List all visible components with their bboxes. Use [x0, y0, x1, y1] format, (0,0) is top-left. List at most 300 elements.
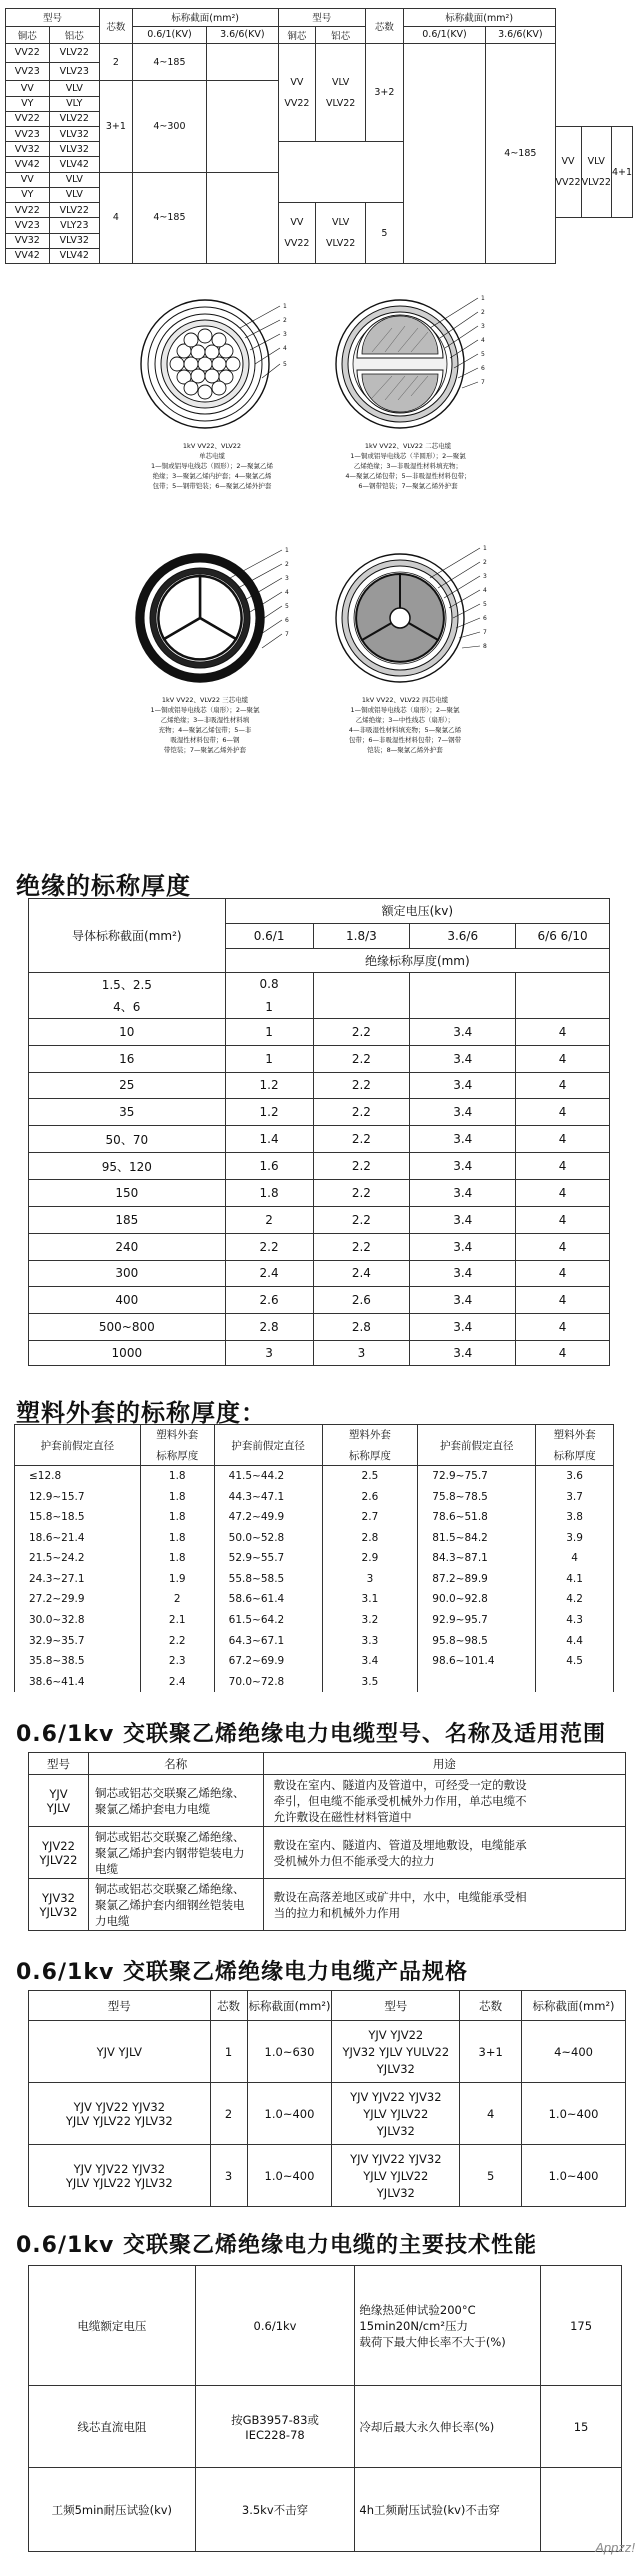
cell-cores: 3 [210, 2145, 247, 2207]
cell-thickness: 1.2 [225, 1099, 313, 1126]
cell-value: 175 [541, 2266, 622, 2386]
table-row [29, 2386, 622, 2468]
cell-diameter: ≤12.8 [15, 1466, 141, 1487]
label-d3-7: 7 [285, 631, 289, 638]
d1-caption: 绝缘；3—聚氯乙烯内护套；4—聚氯乙烯 [152, 472, 272, 480]
cell-model: YJV YJLV [29, 1775, 89, 1827]
cell-diameter: 52.9~55.7 [214, 1548, 322, 1569]
header-voltage-2-right: 3.6/6(KV) [486, 26, 555, 44]
cell-thickness: 4 [516, 1045, 610, 1072]
cell-thickness: 3.3 [322, 1630, 418, 1651]
table-row [15, 1630, 614, 1651]
label-d1-4: 4 [283, 345, 287, 352]
header-cores: 芯数 [210, 1991, 247, 2021]
header-rated-voltage: 额定电压(kv) [225, 899, 609, 924]
cell-cores: 3+1 [460, 2021, 522, 2083]
diagram-two-core [336, 295, 485, 490]
cell-thickness: 1.9 [140, 1569, 214, 1590]
cell-thickness: 3.6 [536, 1466, 614, 1487]
cell-model: YJV YJV22 YJV32 YJLV YJLV22 YJLV32 [29, 2083, 211, 2145]
cable-cross-sections [0, 278, 643, 848]
header-voltage-2: 3.6/6(KV) [207, 26, 278, 44]
cell-thickness [410, 996, 516, 1019]
label-d4-1: 1 [483, 545, 487, 552]
cell-thickness: 4 [516, 1260, 610, 1287]
d1-caption: 1—铜或铝导电线芯（圆形）；2—聚氯乙烯 [150, 462, 274, 470]
cell-cores: 3+1 [100, 81, 133, 172]
cell-area: 4~300 [132, 81, 206, 172]
cell-area: 4~185 [132, 172, 206, 263]
d2-caption: 乙烯绝缘；3—非吸湿性材料填充物； [353, 462, 463, 470]
cell-thickness: 2 [140, 1589, 214, 1610]
cell: VV42 [6, 248, 50, 263]
tech-heading: 0.6/1kv 交联聚乙烯绝缘电力电缆的主要技术性能 [16, 2233, 537, 2258]
header-cores: 芯数 [460, 1991, 522, 2021]
cell: VV23 [6, 127, 50, 142]
cell-value: 3.5kv不击穿 [195, 2468, 355, 2552]
header-cores-right: 芯数 [366, 9, 404, 44]
cell-area: 4~185 [486, 44, 555, 264]
tech-table [28, 2265, 622, 2552]
cell-thickness: 2.6 [225, 1287, 313, 1314]
cell: VLV22 [49, 44, 100, 63]
table-row [15, 1466, 614, 1487]
label-d2-4: 4 [481, 337, 485, 344]
cell-label: 绝缘热延伸试验200°C 15min20N/cm²压力 载荷下最大伸长率不大于(%) [355, 2266, 541, 2386]
header-model: 型号 [29, 1991, 211, 2021]
table-row [29, 1126, 610, 1153]
cell-diameter: 81.5~84.2 [418, 1527, 536, 1548]
d4-caption: 4—非吸湿性材料填充物；5—聚氯乙烯 [348, 726, 462, 734]
cell-thickness: 3.7 [536, 1486, 614, 1507]
cell-model: YJV YJV22 YJV32 YJLV YJLV22 YJLV32 [332, 2083, 460, 2145]
cell-cores: 3+2 [366, 44, 404, 142]
cell-label: 工频5min耐压试验(kv) [29, 2468, 196, 2552]
usage-heading: 0.6/1kv 交联聚乙烯绝缘电力电缆型号、名称及适用范围 [16, 1722, 606, 1747]
d2-title: 1kV VV22、VLV22 二芯电缆 [364, 442, 452, 450]
cell-area: 4~185 [132, 44, 206, 81]
cell-diameter: 50.0~52.8 [214, 1527, 322, 1548]
cell-value: 0.6/1kv [195, 2266, 355, 2386]
cell-thickness: 1.2 [225, 1072, 313, 1099]
cell-conductor: 4、6 [29, 996, 226, 1019]
label-d4-3: 3 [483, 573, 487, 580]
cell: VV [6, 81, 50, 96]
cell-thickness: 3.1 [322, 1589, 418, 1610]
table-row [15, 1589, 614, 1610]
cell-conductor: 1000 [29, 1341, 226, 1366]
table-row [29, 2266, 622, 2386]
cable-model-table-section [0, 0, 643, 270]
cell-use: 敷设在高落差地区或矿井中，水中，电缆能承受相 当的拉力和机械外力作用 [263, 1879, 625, 1931]
cell-cores: 4+1 [611, 127, 632, 218]
cell-name: 铜芯或铝芯交联聚乙烯绝缘、 聚氯乙烯护套内钢带铠装电力 电缆 [88, 1827, 263, 1879]
cell-model: YJV YJV22 YJV32 YJLV YULV22 YJLV32 [332, 2021, 460, 2083]
sheath-heading: 塑料外套的标称厚度： [16, 1399, 266, 1427]
cell-thickness: 2.2 [140, 1630, 214, 1651]
cell-conductor: 400 [29, 1287, 226, 1314]
label-d3-4: 4 [285, 589, 289, 596]
cell-thickness: 2.3 [140, 1651, 214, 1672]
cell-diameter: 70.0~72.8 [214, 1671, 322, 1692]
cell-conductor: 185 [29, 1206, 226, 1233]
sheath-rows [15, 1466, 614, 1692]
cell-diameter: 30.0~32.8 [15, 1610, 141, 1631]
cell-value: 按GB3957-83或 IEC228-78 [195, 2386, 355, 2468]
label-d4-6: 6 [483, 615, 487, 622]
cell-cores: 4 [100, 172, 133, 263]
cell-thickness: 3.4 [410, 1233, 516, 1260]
cell: VLV [49, 81, 100, 96]
cell-thickness: 3.9 [536, 1527, 614, 1548]
header-model-right: 型号 [278, 9, 366, 27]
cell-thickness: 4.5 [536, 1651, 614, 1672]
cell-thickness: 4 [516, 1341, 610, 1366]
d4-caption: 1—铜或铝导电线芯（扇形）；2—聚氯 [350, 706, 460, 714]
cell-diameter [418, 1671, 536, 1692]
cell: VLV42 [49, 157, 100, 172]
cell-diameter: 27.2~29.9 [15, 1589, 141, 1610]
label-d3-3: 3 [285, 575, 289, 582]
cell-thickness: 2 [225, 1206, 313, 1233]
cell-cores: 5 [460, 2145, 522, 2207]
cell-thickness: 2.2 [313, 1126, 410, 1153]
cell-thickness: 4 [536, 1548, 614, 1569]
watermark-logo: Appzz! [595, 2540, 635, 2555]
d3-caption: 吸湿性材料包带；6—钢 [170, 736, 240, 744]
header-area: 标称截面(mm²) [132, 9, 278, 27]
diagram-single-core [141, 300, 287, 490]
table-row [29, 1179, 610, 1206]
cell-diameter: 15.8~18.5 [15, 1507, 141, 1528]
label-d4-5: 5 [483, 601, 487, 608]
d4-title: 1kV VV22、VLV22 四芯电缆 [361, 696, 449, 704]
cell-cores: 2 [210, 2083, 247, 2145]
cell-thickness: 3.4 [410, 1126, 516, 1153]
cell-thickness: 2.1 [140, 1610, 214, 1631]
diagram-four-core [336, 545, 487, 754]
cell-diameter: 38.6~41.4 [15, 1671, 141, 1692]
cell-conductor: 500~800 [29, 1314, 226, 1341]
cell: VV32 [6, 142, 50, 157]
label-d1-1: 1 [283, 303, 287, 310]
label-d1-2: 2 [283, 317, 287, 324]
d2-caption: 6—钢带铠装；7—聚氯乙烯外护套 [358, 482, 458, 490]
cell-thickness: 2.8 [322, 1527, 418, 1548]
d1-subtitle: 单芯电缆 [199, 452, 225, 460]
d3-caption: 1—铜或铝导电线芯（扇形）；2—聚氯 [150, 706, 260, 714]
cell: VLV22 [49, 111, 100, 126]
header-voltage-1-right: 0.6/1(KV) [403, 26, 485, 44]
label-d4-2: 2 [483, 559, 487, 566]
table-row [29, 1018, 610, 1045]
header-dia: 护套前假定直径 [15, 1425, 141, 1466]
cell-model: YJV32 YJLV32 [29, 1879, 89, 1931]
table-row [29, 996, 610, 1019]
header-aluminum-right: 铝芯 [316, 26, 366, 44]
cell: VV VV22 [278, 44, 316, 142]
cell-value [541, 2468, 622, 2552]
cell: VV22 [6, 44, 50, 63]
cell: VLV [49, 172, 100, 187]
label-d2-7: 7 [481, 379, 485, 386]
d4-caption: 乙烯绝缘；3—中性线芯（扇形）； [355, 716, 455, 724]
cell-conductor: 300 [29, 1260, 226, 1287]
d3-caption: 带铠装；7—聚氯乙烯外护套 [163, 746, 247, 754]
cell: VV22 [6, 203, 50, 218]
label-d3-5: 5 [285, 603, 289, 610]
cell-area: 1.0~400 [522, 2083, 626, 2145]
table-row [29, 973, 610, 996]
cell-thickness: 2.2 [313, 1045, 410, 1072]
label-d3-2: 2 [285, 561, 289, 568]
cell-thickness: 1.8 [140, 1527, 214, 1548]
cell-thickness: 4.2 [536, 1589, 614, 1610]
label-d3-6: 6 [285, 617, 289, 624]
cell-thickness: 1.6 [225, 1153, 313, 1180]
cell-thickness: 2.8 [313, 1314, 410, 1341]
cell-diameter: 18.6~21.4 [15, 1527, 141, 1548]
d2-caption: 4—聚氯乙烯包带；5—非吸湿性材料包带； [345, 472, 471, 480]
cell-conductor: 1.5、2.5 [29, 973, 226, 996]
label-d4-8: 8 [483, 643, 487, 650]
d4-caption: 铠装；8—聚氯乙烯外护套 [367, 746, 443, 754]
cell-thickness [516, 973, 610, 996]
cell-diameter: 21.5~24.2 [15, 1548, 141, 1569]
cell-diameter: 75.8~78.5 [418, 1486, 536, 1507]
label-d2-3: 3 [481, 323, 485, 330]
cell-diameter: 24.3~27.1 [15, 1569, 141, 1590]
table-row [29, 1287, 610, 1314]
table-row [15, 1610, 614, 1631]
cell-thickness: 2.2 [313, 1018, 410, 1045]
cell-thickness: 3.2 [322, 1610, 418, 1631]
cell-label: 电缆额定电压 [29, 2266, 196, 2386]
cell: VV42 [6, 157, 50, 172]
cell-thickness: 2.2 [313, 1072, 410, 1099]
cell-area: 1.0~400 [522, 2145, 626, 2207]
cell-conductor: 16 [29, 1045, 226, 1072]
cell-thickness: 4 [516, 1099, 610, 1126]
table-row [29, 1341, 610, 1366]
cable-diagrams [0, 278, 643, 848]
table-row [15, 1486, 614, 1507]
cell-thickness: 3.4 [410, 1018, 516, 1045]
cell-thickness: 4 [516, 1126, 610, 1153]
insulation-table [28, 898, 610, 1366]
header-aluminum: 铝芯 [49, 26, 100, 44]
header-model: 型号 [332, 1991, 460, 2021]
cell-thickness: 2.2 [313, 1206, 410, 1233]
tech-rows [29, 2266, 622, 2552]
cell: VV23 [6, 218, 50, 233]
cell-diameter: 35.8~38.5 [15, 1651, 141, 1672]
d4-caption: 包带；6—非吸湿性材料包带；7—钢带 [348, 736, 462, 744]
d3-title: 1kV VV22、VLV22 三芯电缆 [161, 696, 249, 704]
cell-area: 4~400 [522, 2021, 626, 2083]
cell: VY [6, 187, 50, 202]
cell: VLY23 [49, 218, 100, 233]
cell-value: 15 [541, 2386, 622, 2468]
d2-caption: 1—铜或铝导电线芯（半圆形）；2—聚氯 [350, 452, 466, 460]
header-dia: 护套前假定直径 [214, 1425, 322, 1466]
cell-thickness: 1 [225, 1018, 313, 1045]
table-row [29, 1879, 626, 1931]
cell-model: YJV YJV22 YJV32 YJLV YJLV22 YJLV32 [29, 2145, 211, 2207]
table-row [29, 2468, 622, 2552]
cell-thickness [516, 996, 610, 1019]
cell-diameter: 58.6~61.4 [214, 1589, 322, 1610]
table-row [15, 1569, 614, 1590]
cell-thickness: 2.6 [313, 1287, 410, 1314]
label-d2-2: 2 [481, 309, 485, 316]
cell-thickness: 1 [225, 996, 313, 1019]
cell: VLV VLV22 [316, 44, 366, 142]
cell-thickness: 3.8 [536, 1507, 614, 1528]
label-d3-1: 1 [285, 547, 289, 554]
cell-thickness: 3.4 [410, 1179, 516, 1206]
cell-area: 1.0~630 [247, 2021, 332, 2083]
insulation-heading: 绝缘的标称厚度 [16, 872, 191, 900]
cell-thickness [410, 973, 516, 996]
header-thick: 塑料外套 标称厚度 [140, 1425, 214, 1466]
cell-name: 铜芯或铝芯交联聚乙烯绝缘、 聚氯乙烯护套内细钢丝铠装电 力电缆 [88, 1879, 263, 1931]
cell-cores: 4 [460, 2083, 522, 2145]
cell: VLV VLV22 [316, 203, 366, 264]
cell: VLV22 [49, 203, 100, 218]
sheath-table [14, 1424, 614, 1692]
cell-thickness: 4 [516, 1287, 610, 1314]
header-use: 用途 [263, 1753, 625, 1775]
table-row [15, 1507, 614, 1528]
cell-cores: 2 [100, 44, 133, 81]
cell-thickness [313, 996, 410, 1019]
cell: VLV [49, 187, 100, 202]
cell-conductor: 35 [29, 1099, 226, 1126]
table-row [29, 2145, 626, 2207]
cell: VV [6, 172, 50, 187]
cell-thickness: 3.4 [410, 1260, 516, 1287]
table-row [29, 1827, 626, 1879]
cell-thickness: 4.4 [536, 1630, 614, 1651]
table-row [15, 1527, 614, 1548]
insulation-rows [29, 973, 610, 1366]
cell-thickness [536, 1671, 614, 1692]
cell-thickness: 2.2 [313, 1233, 410, 1260]
header-model: 型号 [6, 9, 100, 27]
cell-thickness: 2.8 [225, 1314, 313, 1341]
header-area: 标称截面(mm²) [522, 1991, 626, 2021]
header-voltage: 6/6 6/10 [516, 923, 610, 948]
cell-thickness [313, 973, 410, 996]
cell-thickness: 3.4 [410, 1099, 516, 1126]
cell-diameter: 84.3~87.1 [418, 1548, 536, 1569]
cell-cores: 5 [366, 203, 404, 264]
cell-diameter: 44.3~47.1 [214, 1486, 322, 1507]
cell: VLV32 [49, 127, 100, 142]
cell: VV VV22 [278, 203, 316, 264]
header-voltage: 3.6/6 [410, 923, 516, 948]
d3-caption: 充物；4—聚氯乙烯包带；5—非 [158, 726, 252, 734]
header-area: 标称截面(mm²) [247, 1991, 332, 2021]
cell-model: YJV YJV22 YJV32 YJLV YJLV22 YJLV32 [332, 2145, 460, 2207]
cell-thickness: 3.4 [410, 1153, 516, 1180]
header-insulation-thickness: 绝缘标称厚度(mm) [225, 948, 609, 973]
cell-thickness: 3.4 [410, 1072, 516, 1099]
cell-diameter: 61.5~64.2 [214, 1610, 322, 1631]
cell-label: 线芯直流电阻 [29, 2386, 196, 2468]
cell-diameter: 87.2~89.9 [418, 1569, 536, 1590]
cell: VLV32 [49, 142, 100, 157]
cell-thickness: 2.2 [225, 1233, 313, 1260]
label-d2-5: 5 [481, 351, 485, 358]
cell-thickness: 4 [516, 1072, 610, 1099]
cell-diameter: 67.2~69.9 [214, 1651, 322, 1672]
spec-table [28, 1990, 626, 2207]
header-voltage: 0.6/1 [225, 923, 313, 948]
cell-thickness: 2.4 [313, 1260, 410, 1287]
cell-thickness: 3 [225, 1341, 313, 1366]
cell-thickness: 3 [322, 1569, 418, 1590]
cell-diameter: 78.6~51.8 [418, 1507, 536, 1528]
header-dia: 护套前假定直径 [418, 1425, 536, 1466]
cell-label: 冷却后最大永久伸长率(%) [355, 2386, 541, 2468]
cell: VLV VLV22 [581, 127, 611, 218]
cell-thickness: 3 [313, 1341, 410, 1366]
cell: VV32 [6, 233, 50, 248]
d3-caption: 乙烯绝缘；3—非吸湿性材料填 [160, 716, 250, 724]
table-row [15, 1671, 614, 1692]
cell-conductor: 10 [29, 1018, 226, 1045]
cell-area: 1.0~400 [247, 2083, 332, 2145]
cell-thickness: 4 [516, 1206, 610, 1233]
header-thick: 塑料外套 标称厚度 [536, 1425, 614, 1466]
cell-thickness: 1.8 [225, 1179, 313, 1206]
cell-diameter: 12.9~15.7 [15, 1486, 141, 1507]
cell-thickness: 0.8 [225, 973, 313, 996]
d1-title: 1kV VV22、VLV22 [182, 442, 242, 450]
cell-thickness: 3.4 [410, 1045, 516, 1072]
cell-diameter: 95.8~98.5 [418, 1630, 536, 1651]
cell: VLV42 [49, 248, 100, 263]
cell-thickness: 1.8 [140, 1466, 214, 1487]
cell-thickness: 2.2 [313, 1179, 410, 1206]
cell: VV22 [6, 111, 50, 126]
cell-conductor: 150 [29, 1179, 226, 1206]
cell-thickness: 3.4 [410, 1287, 516, 1314]
cell-thickness: 4 [516, 1018, 610, 1045]
table-row [29, 1260, 610, 1287]
cell-thickness: 1 [225, 1045, 313, 1072]
cell-thickness: 2.5 [322, 1466, 418, 1487]
table-row [15, 1651, 614, 1672]
table-row [29, 1153, 610, 1180]
cell-conductor: 95、120 [29, 1153, 226, 1180]
cell-thickness: 1.8 [140, 1486, 214, 1507]
label-d2-1: 1 [481, 295, 485, 302]
cell-diameter: 98.6~101.4 [418, 1651, 536, 1672]
header-thick: 塑料外套 标称厚度 [322, 1425, 418, 1466]
cell-thickness: 2.2 [313, 1099, 410, 1126]
table-row [29, 1099, 610, 1126]
cell-thickness: 4 [516, 1179, 610, 1206]
cell-thickness: 2.9 [322, 1548, 418, 1569]
header-model: 型号 [29, 1753, 89, 1775]
usage-rows [29, 1775, 626, 1931]
table-row [29, 1045, 610, 1072]
cell-thickness: 4 [516, 1153, 610, 1180]
cell-diameter: 90.0~92.8 [418, 1589, 536, 1610]
